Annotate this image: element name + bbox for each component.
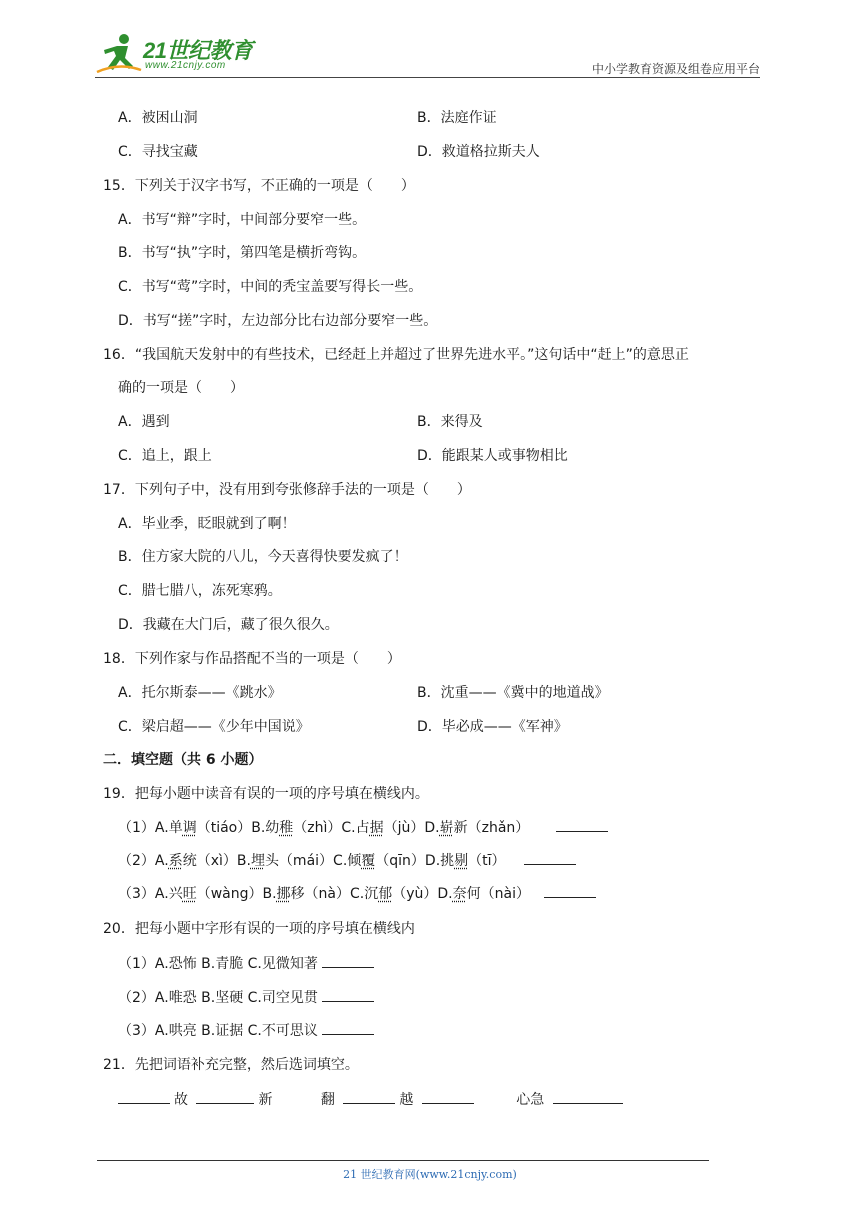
platform-title: 中小学教育资源及组卷应用平台 <box>591 62 760 76</box>
q16-stem-line1: 16．“我国航天发射中的有些技术，已经赶上并超过了世界先进水平。”这句话中“赶上”的意思正 <box>103 347 689 363</box>
q17-option-d: D．我藏在大门后，藏了很久很久。 <box>118 617 339 633</box>
q17-option-c: C．腊七腊八，冻死寒鸦。 <box>118 583 282 599</box>
q18-option-a: A．托尔斯泰——《跳水》 <box>118 685 282 701</box>
section-title-fill-in: 二．填空题（共 6 小题） <box>103 752 263 768</box>
q14-option-a: A．被困山洞 <box>118 110 198 126</box>
q15-option-c: C．书写“莺”字时，中间的秃宝盖要写得长一些。 <box>118 279 423 295</box>
q16-stem-line2: 确的一项是（ ） <box>118 380 244 396</box>
site-logo <box>95 30 265 76</box>
page-header <box>95 30 760 80</box>
answer-blank[interactable] <box>544 885 596 898</box>
q15-option-a: A．书写“辩”字时，中间部分要窄一些。 <box>118 212 367 228</box>
q16-option-c: C．追上，跟上 <box>118 448 212 464</box>
q16-option-a: A．遇到 <box>118 414 170 430</box>
runner-logo-icon <box>95 32 143 76</box>
q21-fill-row: 故 新 翻 越 心急 <box>118 1089 627 1109</box>
q19-item-2: （2）A.系统（xì）B.埋头（mái）C.倾覆（qīn）D.挑剔（tī） <box>118 850 580 870</box>
q18-option-d: D．毕必成——《军神》 <box>417 719 568 735</box>
q20-item-2: （2）A.唯恐 B.坚硬 C.司空见贯 <box>118 987 378 1007</box>
q18-stem: 18．下列作家与作品搭配不当的一项是（ ） <box>103 651 401 667</box>
q16-option-d: D．能跟某人或事物相比 <box>417 448 568 464</box>
answer-blank[interactable] <box>322 955 374 968</box>
footer-divider <box>97 1160 709 1161</box>
answer-blank[interactable] <box>422 1091 474 1104</box>
header-divider <box>95 77 760 78</box>
q18-option-b: B．沈重——《冀中的地道战》 <box>417 685 609 701</box>
q15-stem: 15．下列关于汉字书写，不正确的一项是（ ） <box>103 178 415 194</box>
answer-blank[interactable] <box>118 1091 170 1104</box>
answer-blank[interactable] <box>322 989 374 1002</box>
answer-blank[interactable] <box>556 819 608 832</box>
q14-option-c: C．寻找宝藏 <box>118 144 198 160</box>
answer-blank[interactable] <box>524 852 576 865</box>
q17-stem: 17．下列句子中，没有用到夸张修辞手法的一项是（ ） <box>103 482 471 498</box>
logo-brand-text: 21世纪教育 <box>143 38 253 63</box>
answer-blank[interactable] <box>343 1091 395 1104</box>
q19-stem: 19．把每小题中读音有误的一项的序号填在横线内。 <box>103 786 429 802</box>
q19-item-3: （3）A.兴旺（wàng）B.挪移（nà）C.沉郁（yù）D.奈何（nài） <box>118 883 600 903</box>
footer-link[interactable]: 21 世纪教育网(www.21cnjy.com) <box>343 1168 517 1181</box>
answer-blank[interactable] <box>553 1091 623 1104</box>
q19-item-1: （1）A.单调（tiáo）B.幼稚（zhì）C.占据（jù）D.崭新（zhǎn） <box>118 817 612 837</box>
q14-option-d: D．救道格拉斯夫人 <box>417 144 540 160</box>
q20-item-1: （1）A.恐怖 B.青脆 C.见微知著 <box>118 953 378 973</box>
q15-option-d: D．书写“搓”字时，左边部分比右边部分要窄一些。 <box>118 313 438 329</box>
q20-stem: 20．把每小题中字形有误的一项的序号填在横线内 <box>103 921 415 937</box>
q21-stem: 21．先把词语补充完整，然后选词填空。 <box>103 1057 359 1073</box>
q14-option-b: B．法庭作证 <box>417 110 497 126</box>
q16-option-b: B．来得及 <box>417 414 483 430</box>
q17-option-a: A．毕业季，眨眼就到了啊！ <box>118 516 296 532</box>
q15-option-b: B．书写“执”字时，第四笔是横折弯钩。 <box>118 245 367 261</box>
q17-option-b: B．住方家大院的八儿，今天喜得快要发疯了！ <box>118 549 408 565</box>
q20-item-3: （3）A.哄亮 B.证据 C.不可思议 <box>118 1020 378 1040</box>
q18-option-c: C．梁启超——《少年中国说》 <box>118 719 310 735</box>
answer-blank[interactable] <box>196 1091 254 1104</box>
logo-url-text: www.21cnjy.com <box>145 60 226 71</box>
answer-blank[interactable] <box>322 1022 374 1035</box>
